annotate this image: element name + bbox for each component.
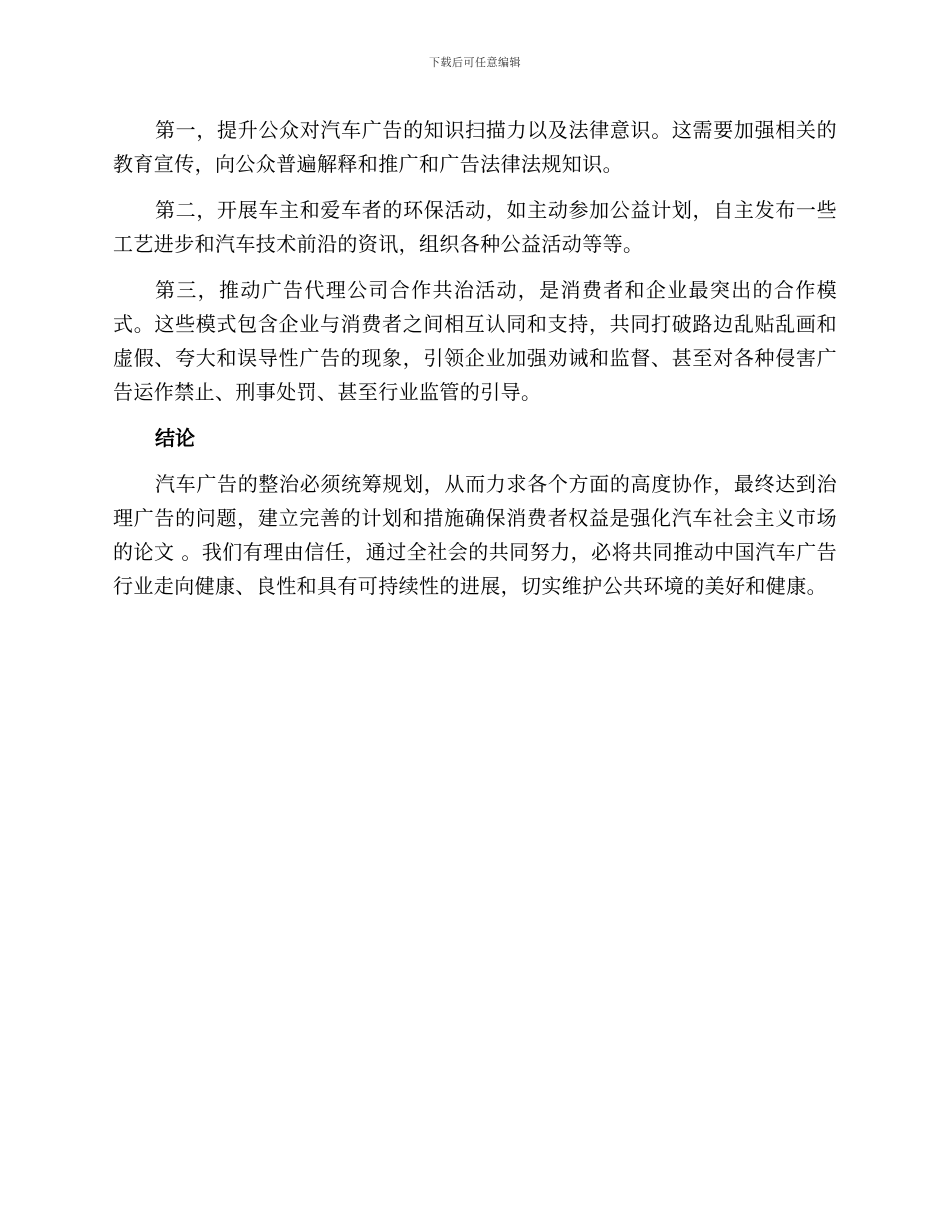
paragraph-second: 第二，开展车主和爱车者的环保活动，如主动参加公益计划，自主发布一些工艺进步和汽车技术前沿的资讯，组织各种公益活动等等。 [113,198,837,256]
paragraph-first: 第一，提升公众对汽车广告的知识扫描力以及法律意识。这需要加强相关的教育宣传，向公众普遍解释和推广和广告法律法规知识。 [113,118,837,176]
conclusion-heading: 结论 [155,426,195,450]
paragraph-third: 第三，推动广告代理公司合作共治活动，是消费者和企业最突出的合作模式。这些模式包含企业与消费者之间相互认同和支持，共同打破路边乱贴乱画和虚假、夸大和误导性广告的现象，引领企业加强劝诫和监督、甚至对各种侵害广告运作禁止、刑事处罚、甚至行业监管的引导。 [113,278,837,404]
document-body [113,113,837,615]
conclusion-paragraph: 汽车广告的整治必须统筹规划，从而力求各个方面的高度协作，最终达到治理广告的问题，建立完善的计划和措施确保消费者权益是强化汽车社会主义市场的论文 。我们有理由信任，通过全社会的共同努力，必将共同推动中国汽车广告行业走向健康、良性和具有可持续性的进展，切实维护公共环境的美好和健康。 [113,472,837,598]
page-header: 下载后可任意编辑 [429,56,521,69]
